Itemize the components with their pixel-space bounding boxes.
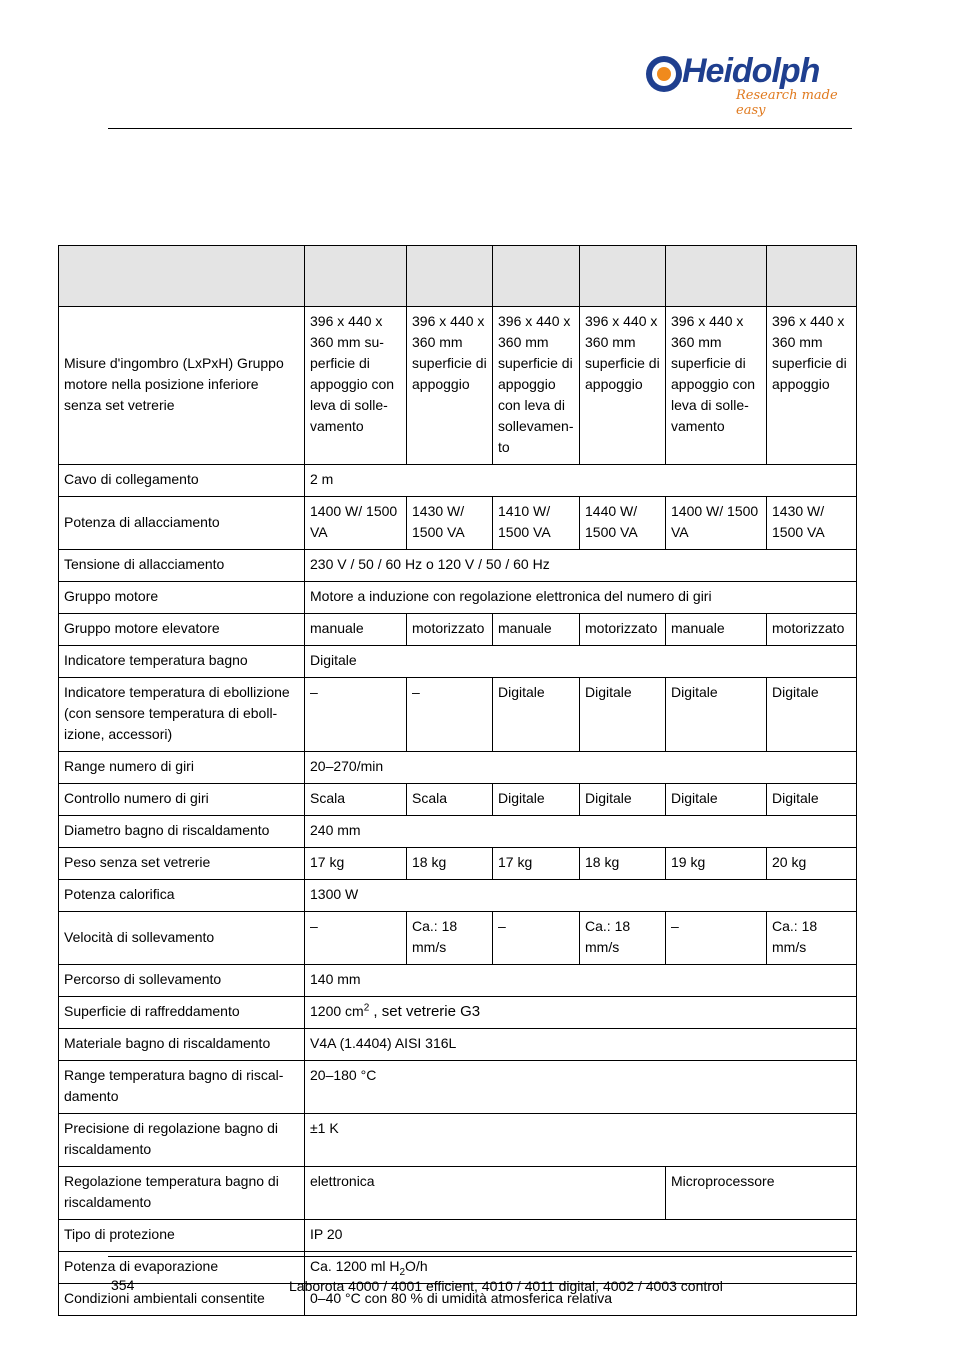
table-row bbox=[59, 646, 857, 678]
header-rule bbox=[108, 128, 852, 129]
row-label: Precisione di regolazione bagno di riscaldamento bbox=[59, 1114, 305, 1167]
row-label: Gruppo motore bbox=[59, 582, 305, 614]
table-cell: Digitale bbox=[493, 784, 580, 816]
row-label: Velocità di sollevamento bbox=[59, 912, 305, 965]
row-label: Diametro bagno di riscaldamento bbox=[59, 816, 305, 848]
table-cell: 1300 W bbox=[305, 880, 857, 912]
table-cell: motorizzato bbox=[767, 614, 857, 646]
row-label: Materiale bagno di riscaldamento bbox=[59, 1029, 305, 1061]
row-label: Range numero di giri bbox=[59, 752, 305, 784]
table-cell: ±1 K bbox=[305, 1114, 857, 1167]
table-cell: – bbox=[407, 678, 493, 752]
table-row bbox=[59, 678, 857, 752]
value-rest: O/h bbox=[405, 1258, 428, 1274]
row-label: Regolazione temperatura bagno di riscaldamento bbox=[59, 1167, 305, 1220]
table-cell: Digitale bbox=[580, 678, 666, 752]
table-cell: 2 m bbox=[305, 465, 857, 497]
table-row bbox=[59, 1029, 857, 1061]
table-cell: 396 x 440 x 360 mm superficie di appoggio con leva di sollevamen-to bbox=[493, 307, 580, 465]
row-label: Potenza di allacciamento bbox=[59, 497, 305, 550]
table-row bbox=[59, 848, 857, 880]
table-cell: 1410 W/ 1500 VA bbox=[493, 497, 580, 550]
table-cell: – bbox=[493, 912, 580, 965]
row-label: Indicatore temperatura bagno bbox=[59, 646, 305, 678]
table-cell: 1430 W/ 1500 VA bbox=[407, 497, 493, 550]
row-label: Peso senza set vetrerie bbox=[59, 848, 305, 880]
table-cell: Digitale bbox=[666, 784, 767, 816]
table-cell: 396 x 440 x 360 mm superficie di appoggio con leva di solle-vamento bbox=[666, 307, 767, 465]
table-row bbox=[59, 582, 857, 614]
row-label: Percorso di sollevamento bbox=[59, 965, 305, 997]
table-row bbox=[59, 912, 857, 965]
table-cell: Scala bbox=[305, 784, 407, 816]
header-cell bbox=[493, 246, 580, 307]
table-cell: Digitale bbox=[580, 784, 666, 816]
value-superscript: 2 bbox=[363, 1002, 370, 1014]
table-row bbox=[59, 1061, 857, 1114]
row-label: Potenza calorifica bbox=[59, 880, 305, 912]
table-cell: motorizzato bbox=[407, 614, 493, 646]
logo-tagline: Research made easy bbox=[736, 88, 838, 118]
table-row bbox=[59, 550, 857, 582]
header-cell bbox=[59, 246, 305, 307]
row-label: Cavo di collegamento bbox=[59, 465, 305, 497]
row-label: Gruppo motore elevatore bbox=[59, 614, 305, 646]
logo-wordmark: Heidolph bbox=[682, 52, 820, 90]
row-label: Potenza di evaporazione bbox=[59, 1252, 305, 1284]
table-cell: Digitale bbox=[767, 678, 857, 752]
table-cell: 396 x 440 x 360 mm superficie di appoggio bbox=[580, 307, 666, 465]
table-cell: 396 x 440 x 360 mm superficie di appoggio bbox=[407, 307, 493, 465]
row-label: Indicatore temperatura di ebollizione (con sensore temperatura di eboll-izione, accessori) bbox=[59, 678, 305, 752]
row-label: Controllo numero di giri bbox=[59, 784, 305, 816]
row-label: Range temperatura bagno di riscal-damento bbox=[59, 1061, 305, 1114]
table-cell: 1400 W/ 1500 VA bbox=[666, 497, 767, 550]
table-cell: 0–40 °C con 80 % di umidità atmosferica relativa bbox=[305, 1284, 857, 1316]
value-subscript: 2 bbox=[399, 1266, 406, 1278]
header-cell bbox=[580, 246, 666, 307]
row-label: Misure d'ingombro (LxPxH) Gruppo motore nella posizione inferiore senza set vetrerie bbox=[59, 307, 305, 465]
table-cell: 1400 W/ 1500 VA bbox=[305, 497, 407, 550]
table-cell: – bbox=[305, 678, 407, 752]
table-cell: 1430 W/ 1500 VA bbox=[767, 497, 857, 550]
spec-table bbox=[58, 245, 857, 1316]
table-cell: – bbox=[666, 912, 767, 965]
table-cell: – bbox=[305, 912, 407, 965]
table-cell: 140 mm bbox=[305, 965, 857, 997]
table-cell bbox=[305, 997, 857, 1029]
header-cell bbox=[666, 246, 767, 307]
page-number: 354 bbox=[111, 1277, 135, 1293]
row-label: Tipo di protezione bbox=[59, 1220, 305, 1252]
logo-mark-icon bbox=[644, 54, 684, 94]
table-cell: 396 x 440 x 360 mm su-perficie di appoggio con leva di solle-vamento bbox=[305, 307, 407, 465]
heidolph-logo bbox=[644, 52, 856, 118]
table-cell: 20–180 °C bbox=[305, 1061, 857, 1114]
table-cell: 18 kg bbox=[407, 848, 493, 880]
table-cell: 20 kg bbox=[767, 848, 857, 880]
table-cell: Digitale bbox=[305, 646, 857, 678]
table-cell: elettronica bbox=[305, 1167, 666, 1220]
footer-rule bbox=[108, 1256, 852, 1257]
table-cell: 240 mm bbox=[305, 816, 857, 848]
table-row bbox=[59, 880, 857, 912]
row-label: Tensione di allacciamento bbox=[59, 550, 305, 582]
table-cell: Digitale bbox=[767, 784, 857, 816]
table-row bbox=[59, 784, 857, 816]
table-row bbox=[59, 965, 857, 997]
table-row bbox=[59, 1220, 857, 1252]
table-cell: 19 kg bbox=[666, 848, 767, 880]
table-cell: manuale bbox=[666, 614, 767, 646]
table-header-row bbox=[59, 246, 857, 307]
row-label: Superficie di raffreddamento bbox=[59, 997, 305, 1029]
header-cell bbox=[305, 246, 407, 307]
table-cell: Digitale bbox=[666, 678, 767, 752]
table-cell: V4A (1.4404) AISI 316L bbox=[305, 1029, 857, 1061]
table-cell: motorizzato bbox=[580, 614, 666, 646]
table-cell: 18 kg bbox=[580, 848, 666, 880]
table-cell: Digitale bbox=[493, 678, 580, 752]
table-cell: Motore a induzione con regolazione elettronica del numero di giri bbox=[305, 582, 857, 614]
table-cell: 20–270/min bbox=[305, 752, 857, 784]
table-cell: 396 x 440 x 360 mm superficie di appoggio bbox=[767, 307, 857, 465]
row-label: Condizioni ambientali consentite bbox=[59, 1284, 305, 1316]
table-row bbox=[59, 497, 857, 550]
table-cell: 230 V / 50 / 60 Hz o 120 V / 50 / 60 Hz bbox=[305, 550, 857, 582]
table-cell: Scala bbox=[407, 784, 493, 816]
footer-title: Laborota 4000 / 4001 efficient, 4010 / 4011 digital, 4002 / 4003 control bbox=[289, 1278, 723, 1294]
header-cell bbox=[407, 246, 493, 307]
table-cell: Ca.: 18 mm/s bbox=[580, 912, 666, 965]
value-main: Ca. 1200 ml H bbox=[310, 1258, 400, 1274]
table-cell: 17 kg bbox=[305, 848, 407, 880]
table-cell: 17 kg bbox=[493, 848, 580, 880]
header-cell bbox=[767, 246, 857, 307]
table-cell: Ca.: 18 mm/s bbox=[767, 912, 857, 965]
table-row bbox=[59, 1114, 857, 1167]
table-row bbox=[59, 997, 857, 1029]
table-row bbox=[59, 752, 857, 784]
table-row bbox=[59, 816, 857, 848]
table-cell: manuale bbox=[305, 614, 407, 646]
value-rest: , set vetrerie G3 bbox=[369, 1003, 481, 1020]
table-row bbox=[59, 1167, 857, 1220]
table-row bbox=[59, 307, 857, 465]
table-cell: 1440 W/ 1500 VA bbox=[580, 497, 666, 550]
table-cell: Ca.: 18 mm/s bbox=[407, 912, 493, 965]
table-row bbox=[59, 465, 857, 497]
table-cell: manuale bbox=[493, 614, 580, 646]
table-cell: Microprocessore bbox=[666, 1167, 857, 1220]
table-cell: IP 20 bbox=[305, 1220, 857, 1252]
table-row bbox=[59, 614, 857, 646]
value-main: 1200 cm bbox=[310, 1003, 364, 1019]
